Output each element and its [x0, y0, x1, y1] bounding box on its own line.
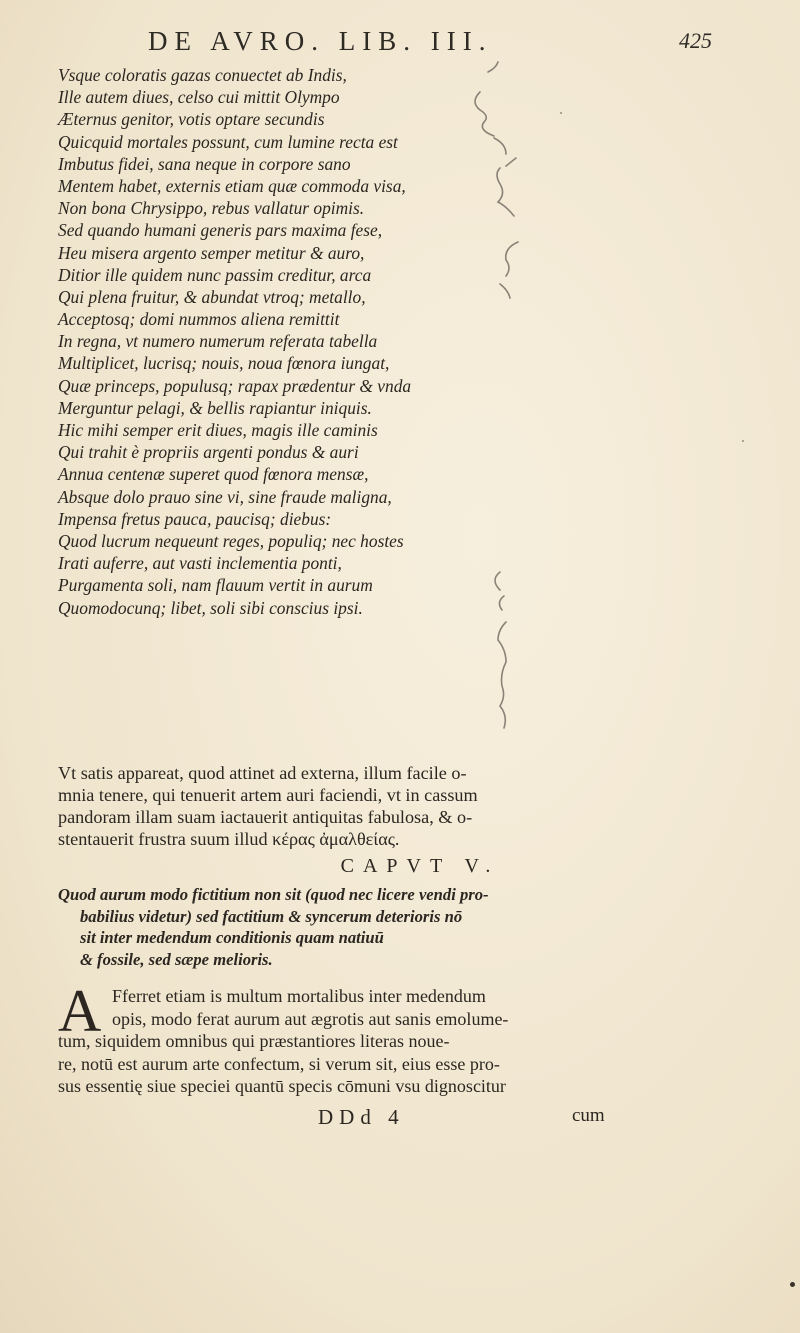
verse-line: Quomodocunq; libet, soli sibi conscius ipsi.	[58, 597, 363, 618]
catchword: cum	[572, 1105, 605, 1126]
prose-paragraph	[58, 762, 624, 850]
chapter-heading: CAPVT V.	[340, 855, 500, 877]
summary-line: sit inter medendum conditionis quam natiuū	[80, 928, 384, 947]
summary-line: babilius videtur) sed factitium & syncerum deterioris nō	[80, 906, 463, 926]
verse-line: Qui plena fruitur, & abundat vtroq; metallo,	[58, 286, 366, 307]
verse-line: Acceptosq; domi nummos aliena remittit	[58, 309, 340, 330]
summary-line: & fossile, sed sæpe melioris.	[80, 949, 273, 969]
page-number: 425	[679, 28, 712, 53]
ink-speck	[742, 440, 744, 442]
verse-line: Absque dolo prauo sine vi, sine fraude maligna,	[58, 486, 392, 507]
ink-speck	[790, 1282, 795, 1287]
verse-line: Non bona Chrysippo, rebus vallatur opimis.	[58, 198, 365, 219]
verse-line: Purgamenta soli, nam flauum vertit in aurum	[58, 575, 373, 596]
verse-line: Hic mihi semper erit diues, magis ille caminis	[58, 420, 378, 440]
verse-line: Vsque coloratis gazas conuectet ab Indis,	[58, 65, 347, 85]
verse-line: Quicquid mortales possunt, cum lumine recta est	[58, 131, 398, 152]
body-line: tum, siquidem omnibus qui præstantiores literas noue-	[58, 1031, 450, 1051]
verse-line: Mentem habet, externis etiam quæ commoda visa,	[58, 175, 406, 196]
running-head	[148, 26, 740, 62]
verse-line: Multiplicet, lucrisq; nouis, noua fœnora iungat,	[58, 353, 390, 374]
prose-line: mnia tenere, qui tenuerit artem auri faciendi, vt in cassum	[58, 785, 478, 805]
signature-mark: DDd 4	[318, 1105, 405, 1129]
body-line: opis, modo ferat aurum aut ægrotis aut sanis emolume-	[112, 1008, 509, 1029]
body-line: re, notū est aurum arte confectum, si verum sit, eius esse pro-	[58, 1053, 500, 1074]
verse-line: Sed quando humani generis pars maxima fese,	[58, 220, 383, 241]
verse-line: In regna, vt numero numerum referata tabella	[58, 331, 378, 352]
verse-line: Annua centenæ superet quod fœnora mensæ,	[58, 464, 369, 485]
prose-line: stentauerit frustra suum illud κέρας ἀμαλθείας.	[58, 829, 400, 849]
verse-line: Ditior ille quidem nunc passim creditur, arca	[58, 264, 372, 285]
verse-line: Qui trahit è propriis argenti pondus & auri	[58, 442, 359, 463]
verse-line: Imbutus fidei, sana neque in corpore sano	[58, 153, 351, 174]
body-line: sus essentię siue speciei quantū specis cōmuni vsu dignoscitur	[58, 1076, 506, 1096]
verse-line: Quod lucrum nequeunt reges, populiq; nec hostes	[58, 530, 404, 551]
prose-line: Vt satis appareat, quod attinet ad externa, illum facile o-	[58, 763, 467, 783]
verse-line: Heu misera argento semper metitur & auro,	[58, 242, 365, 263]
page-footer	[0, 1105, 800, 1131]
verse-line: Merguntur pelagi, & bellis rapiantur iniquis.	[58, 397, 372, 418]
drop-cap: A	[58, 978, 102, 1044]
body-line: Fferret etiam is multum mortalibus inter medendum	[112, 986, 486, 1006]
ink-speck	[560, 112, 562, 114]
verse-line: Irati auferre, aut vasti inclementia ponti,	[58, 553, 342, 574]
summary-line: Quod aurum modo fictitium non sit (quod nec licere vendi pro-	[58, 885, 489, 904]
verse-line: Impensa fretus pauca, paucisq; diebus:	[58, 508, 332, 529]
prose-line: pandoram illam suam iactauerit antiquitas fabulosa, & o-	[58, 807, 473, 827]
running-head-title: DE AVRO. LIB. III.	[148, 26, 493, 56]
margin-bracket	[498, 622, 506, 728]
chapter-summary	[58, 884, 658, 970]
verse-line: Ille autem diues, celso cui mittit Olympo	[58, 87, 340, 108]
verse-line: Æternus genitor, votis optare secundis	[58, 109, 325, 130]
verse-block	[58, 64, 658, 619]
verse-line: Quæ princeps, populusq; rapax prædentur & vnda	[58, 375, 412, 396]
body-paragraph	[58, 978, 624, 1098]
